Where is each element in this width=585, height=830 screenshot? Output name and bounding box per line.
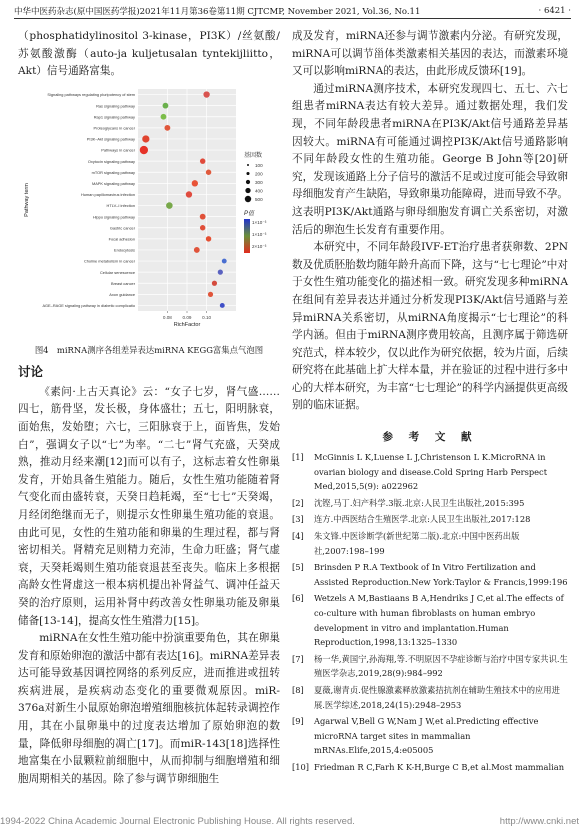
- reference-number: [3]: [292, 514, 304, 525]
- paragraph: 本研究中，不同年龄段IVF-ET治疗患者获卵数、2PN数及优质胚胎数均随年龄升高而下降，这与“七七理论”中对于女性生殖功能变化的描述相一致。研究发现多种miRNA在组间有差异表达并通过分析发现PI3K/Akt信号通路与差异miRNA关系密切，从miRNA角度揭示“七七理论”的科学内涵。但由于miRNA测序费用较高，且测序属于筛选研究范式，样本较少，仅以此作为研究依据，较为片面，后续研究将在此基础上扩大样本量，并在验证的过程中进行多中心的大样本研究，为丰富“七七理论”的科学内涵提供更高级别的临床证据。: [292, 241, 568, 412]
- reference-item: [292, 683, 568, 712]
- legend-size-point: [246, 172, 249, 175]
- data-point: [206, 236, 211, 241]
- y-tick-label: MAPK signaling pathway: [91, 180, 135, 186]
- reference-item: [292, 652, 568, 681]
- y-tick-label: mTOR signaling pathway: [91, 169, 135, 175]
- data-point: [163, 103, 169, 109]
- reference-number: [8]: [292, 684, 304, 695]
- x-tick-label: 0.09: [182, 314, 192, 320]
- paragraph: miRNA在女性生殖功能中扮演重要角色，其在卵巢发育和原始卵泡的激活中都有表达[16]。miRNA差异表达可能导致基因调控网络的系列反应，进而推进或扭转疾病进展，是疾病动态变化的重要微观原因。miR-376a对新生小鼠原始卵泡增殖细胞核抗体起转录调控作用，其在小鼠卵巢中的过度表达增加了原始卵泡的数量，降低卵母细胞的凋亡[17]。而miR-143[18]选择性地富集在小鼠颗粒前细胞中，从而抑制与细胞增殖和细胞周期相关的基因。除了参与调节卵细胞生: [18, 632, 280, 785]
- legend-size-label: 200: [255, 171, 263, 177]
- reference-number: [10]: [292, 761, 310, 772]
- intro-text: （phosphatidylinositol 3-kinase，PI3K）/丝氨酸/苏氨酸激酶（auto-ja kuljetusalan tyntekijliitto，Akt）信号通路富集。: [18, 30, 280, 78]
- reference-number: [6]: [292, 593, 304, 604]
- legend-color-title: P值: [244, 210, 255, 217]
- data-point: [200, 158, 205, 163]
- right-column: [292, 28, 568, 777]
- copyright-text: 1994-2022 China Academic Journal Electronic Publishing House. All rights reserved.: [0, 816, 355, 827]
- reference-text: Wetzels A M,Bastiaans B A,Hendriks J C,et al.The effects of co-culture with human fibroblasts on human embryo development in vitro and implantation.Human Reproduction,1998,13:1325–1330: [314, 593, 564, 648]
- x-axis-label: RichFactor: [173, 321, 201, 328]
- data-point: [166, 202, 173, 209]
- reference-item: [292, 591, 568, 649]
- data-point: [222, 258, 227, 263]
- y-tick-label: Breast cancer: [110, 280, 135, 286]
- legend-size-point: [247, 164, 249, 166]
- paragraph: 《素问·上古天真论》云：“女子七岁，肾气盛……四七，筋骨坚，发长极，身体盛壮；五七，阳明脉衰，面始焦，发始堕；六七，三阳脉衰于上，面皆焦，发始白”，强调女子以“七”为率。“二七”肾气充盛，天癸成熟，推动月经来潮[12]而可以有子，这标志着女性卵巢发育，开始具备生殖能力。随后，女性生殖功能随着肾气变化而由盛转衰，天癸日趋耗竭，至“七七”天癸竭，月经闭绝继而无子，则提示女性卵巢生殖功能的衰退。由此可见，女性的生殖功能和卵巢的生理过程，都与肾密切相关。肾精充足则精力充沛，生命力旺盛；肾气虚衰，天癸耗竭则生殖功能衰退甚至丧失。临床上多根据高龄女性肾虚这一根本病机提出补肾益气、调冲任益天癸的治疗原则，运用补肾中药改善女性卵巢功能及卵巢储备[13-14]，提高女性生殖潜力[15]。: [18, 385, 280, 627]
- paragraph: 通过miRNA测序技术，本研究发现四七、五七、六七组患者miRNA表达有较大差异。通过数据处理，我们发现，不同年龄段患者miRNA在PI3K/Akt信号通路差异基因较大。miRNA有可能通过调控PI3K/Akt信号通路影响不同年龄段女性的生殖功能。George B John等[20]研究，发现该通路上分子信号的激活不足或过度可能会导致卵母细胞发育产生缺陷，导致卵巢功能障碍，进而导致不孕。这表明PI3K/Akt通路与卵母细胞发育调亡关系密切，对激活后的卵泡生长发育有重要作用。: [292, 82, 568, 236]
- data-point: [218, 269, 223, 274]
- reference-text: Agarwal V,Bell G W,Nam J W,et al.Predicting effective microRNA target sites in mammalian mRNAs.Elife,2015,4:e05005: [314, 716, 539, 756]
- data-point: [142, 135, 149, 142]
- page-header: [14, 4, 571, 19]
- page-number: · 6421 ·: [538, 6, 571, 16]
- data-point: [212, 280, 217, 285]
- reference-item: [292, 496, 568, 511]
- left-column: [18, 28, 280, 788]
- y-axis-label: Pathway term: [24, 182, 30, 217]
- legend-colorbar: [244, 219, 250, 253]
- reference-text: McGinnis L K,Luense L J,Christenson L K.MicroRNA in ovarian biology and disease.Cold Spring Harb Perspect Med,2015,5(9): a022962: [314, 452, 548, 492]
- section-title: 讨论: [18, 363, 44, 379]
- data-point: [192, 180, 198, 186]
- x-tick-label: 0.08: [162, 314, 172, 320]
- legend-size-label: 100: [255, 162, 263, 168]
- y-tick-label: Hippo signaling pathway: [92, 214, 135, 220]
- reference-text: Friedman R C,Farh K K-H,Burge C B,et al.Most mammalian: [314, 761, 565, 772]
- y-tick-label: Pathways in cancer: [101, 147, 135, 153]
- data-point: [220, 303, 225, 308]
- reference-item: [292, 529, 568, 558]
- legend-size-point: [246, 180, 250, 184]
- reference-item: [292, 450, 568, 494]
- y-tick-label: Proteoglycans in cancer: [93, 125, 135, 131]
- reference-item: [292, 560, 568, 589]
- reference-number: [2]: [292, 497, 304, 508]
- data-point: [208, 292, 213, 297]
- y-tick-label: AGE–RAGE signaling pathway in diabetic complicatio: [42, 302, 135, 308]
- data-point: [194, 247, 200, 253]
- reference-number: [1]: [292, 452, 304, 463]
- data-point: [164, 125, 170, 131]
- reference-number: [9]: [292, 716, 304, 727]
- reference-number: [4]: [292, 531, 304, 542]
- reference-item: [292, 512, 568, 527]
- paragraph: 成及发育，miRNA还参与调节激素内分泌。有研究发现，miRNA可以调节甾体类激素相关基因的表达，而激素环境又可以影响miRNA的表达，由此形成反馈环[19]。: [292, 30, 568, 78]
- data-point: [203, 91, 209, 97]
- reference-list: [292, 450, 568, 774]
- data-point: [200, 214, 206, 220]
- reference-text: 夏薇,谢青贞.促性腺激素释放激素拮抗剂在辅助生殖技术中的应用进展.医学综述,2018,24(15):2948–2953: [314, 684, 560, 710]
- kegg-bubble-chart: [18, 85, 280, 340]
- reference-text: 朱文锋.中医诊断学(新世纪第二版).北京:中国中医药出版社,2007:198–199: [314, 531, 520, 556]
- reference-item: [292, 714, 568, 758]
- x-tick-label: 0.10: [202, 314, 212, 320]
- reference-text: 沈铿,马丁.妇产科学.3版.北京:人民卫生出版社,2015:395: [314, 497, 525, 508]
- figure-caption: 图4 miRNA测序各组差异表达miRNA KEGG富集点气泡图: [34, 344, 264, 355]
- legend-size-point: [245, 188, 250, 193]
- y-tick-label: PI3K–Akt signaling pathway: [86, 136, 135, 142]
- legend-color-label: 2×10⁻³: [252, 243, 267, 249]
- y-tick-label: Cellular senescence: [99, 269, 135, 275]
- data-point: [200, 225, 205, 230]
- y-tick-label: Ras signaling pathway: [96, 103, 135, 109]
- y-tick-label: Signaling pathways regulating pluripotency of stem: [47, 91, 135, 97]
- legend-size-title: 基因数: [244, 152, 263, 159]
- cnki-link[interactable]: http://www.cnki.net: [499, 816, 579, 827]
- y-tick-label: Axon guidance: [109, 291, 135, 297]
- y-tick-label: Human papillomavirus infection: [80, 191, 135, 197]
- reference-text: 连方.中西医结合生殖医学.北京:人民卫生出版社,2017:128: [314, 514, 531, 525]
- data-point: [206, 169, 211, 174]
- chart-svg: [18, 85, 280, 340]
- reference-text: 杨一华,黄国宁,孙海翔,等.不明原因不孕症诊断与治疗中国专家共识.生殖医学杂志,2019,28(9):984–992: [314, 653, 568, 679]
- legend-size-point: [245, 196, 251, 202]
- y-tick-label: Rap1 signaling pathway: [93, 114, 135, 120]
- legend-color-label: 1×10⁻³: [252, 219, 267, 225]
- y-tick-label: Choline metabolism in cancer: [83, 258, 135, 264]
- legend-size-label: 400: [255, 188, 263, 194]
- y-tick-label: Oxytocin signaling pathway: [87, 158, 135, 164]
- journal-info: 中华中医药杂志(原中国医药学报)2021年11月第36卷第11期 CJTCMP, November 2021, Vol.36, No.11: [14, 7, 421, 17]
- y-tick-label: HTLV–I infection: [106, 202, 135, 208]
- data-point: [161, 114, 167, 120]
- y-tick-label: Focal adhesion: [108, 236, 135, 242]
- y-tick-label: Gastric cancer: [109, 225, 135, 231]
- reference-number: [7]: [292, 653, 304, 664]
- legend-size-label: 500: [255, 196, 263, 202]
- page-footer: [0, 816, 579, 828]
- legend-size-label: 300: [255, 179, 263, 185]
- reference-number: [5]: [292, 562, 304, 573]
- legend-color-label: 1×10⁻³: [252, 231, 267, 237]
- references-title: 参 考 文 献: [382, 431, 478, 444]
- y-tick-label: Endocytosis: [114, 247, 135, 253]
- data-point: [186, 191, 192, 197]
- reference-text: Brinsden P R.A Textbook of In Vitro Fertilization and Assisted Reproduction.New York:Taylor & Francis,1999:196: [314, 562, 568, 587]
- data-point: [140, 146, 148, 154]
- reference-item: [292, 760, 568, 775]
